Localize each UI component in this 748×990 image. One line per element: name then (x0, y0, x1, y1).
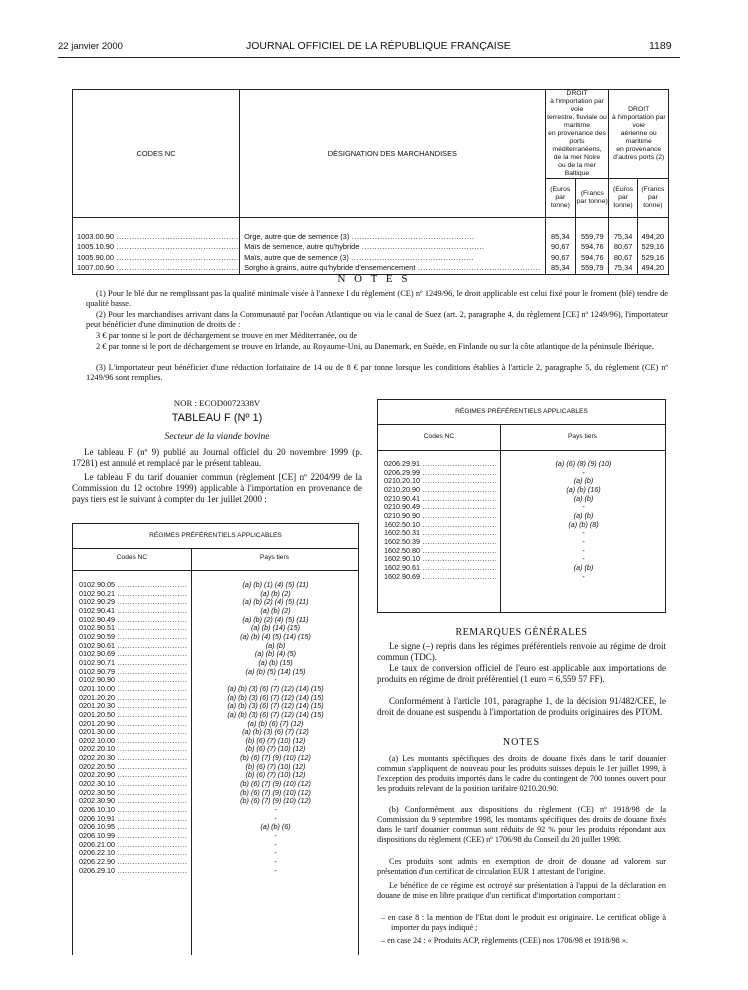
value: 80,67 (613, 252, 633, 262)
list-item: 0202.30.50 ..... (79, 789, 187, 798)
list-item: (a) (b) (3) (6) (7) (12) (14) (15) (227, 701, 324, 711)
note-2b: 2 € par tonne si le port de déchargement se trouve en Irlande, au Royaume-Uni, au Danemark, en Suède, en Finlande ou sur la côte atlantique de la péninsule Ibérique. (96, 342, 654, 351)
note-b-case-24: – en case 24 : « Produits ACP, règlements (CEE) nos 1706/98 et 1918/98 ». (381, 936, 628, 945)
col-header-droit-other-ports: DROIT à l'importation par voie aérienne ou maritime en provenance d'autres ports (2) (609, 90, 669, 179)
list-item: 1602.50.10 ..... (384, 521, 496, 530)
list-item: (b) (6) (7) (9) (10) (12) (240, 753, 311, 763)
codes-list (79, 581, 187, 875)
list-item: 0102.90.59 ..... (79, 633, 187, 642)
list-item: 0102.90.69 ..... (79, 650, 187, 659)
preferential-table-left (72, 523, 359, 955)
pays-list (192, 581, 359, 875)
list-item: 0206.22.90 ..... (79, 858, 187, 867)
list-item: (a) (b) (5) (14) (15) (245, 666, 306, 676)
list-item: 1602.50.31 ..... (384, 529, 496, 538)
subheader-euros: (Euros par tonne) (545, 179, 576, 218)
remarque-3: Conformément à l'article 101, paragraphe 1, de la décision 91/482/CEE, le droit de douane est suspendu à l'importation de produits originaires des PTOM. (377, 696, 666, 717)
list-item: 1602.90.10 ..... (384, 555, 496, 564)
list-item: (a) (b) (2) (4) (5) (11) (242, 597, 309, 607)
list-item: (a) (b) (2) (260, 605, 291, 615)
notes-heading: N O T E S (337, 273, 411, 285)
value: 85,34 (551, 262, 570, 272)
value: 559,79 (580, 232, 604, 241)
subheader-euros: (Euros par tonne) (609, 179, 637, 218)
list-item: 0210.90.90 ..... (384, 512, 496, 521)
list-item: - (274, 848, 277, 858)
preferential-table-right (377, 399, 666, 613)
value: 594,76 (580, 242, 604, 252)
list-item: 0202.10.00 ..... (79, 737, 187, 746)
list-item: 0206.10.99 ..... (79, 832, 187, 841)
list-item: 0102.90.90 ..... (79, 676, 187, 685)
euros-other-cell (609, 218, 637, 275)
note-1: (1) Pour le blé dur ne remplissant pas la qualité minimale visée à l'annexe I du règlement (CE) nº 1249/96, le droit applicable est celui fixé pour le froment (blé) tendre de qualité basse. (86, 289, 668, 309)
value: 90,67 (551, 252, 570, 262)
list-item: (b) (6) (7) (9) (10) (12) (240, 796, 311, 806)
value: 85,34 (551, 232, 570, 241)
value: 559,79 (580, 262, 604, 272)
value: 75,34 (613, 262, 633, 272)
designation-cell (240, 218, 545, 275)
table-title: RÉGIMES PRÉFÉRENTIELS APPLICABLES (149, 532, 282, 539)
list-item: 1602.50.39 ..... (384, 538, 496, 547)
list-item: 0102.90.29 ..... (79, 598, 187, 607)
value: 529,16 (641, 242, 665, 252)
codes-cell (73, 218, 240, 275)
list-item: - (274, 839, 277, 849)
francs-other-cell (637, 218, 668, 275)
list-item: 1602.90.61 ..... (384, 564, 496, 573)
list-item: (a) (b) (3) (6) (7) (12) (14) (15) (227, 683, 324, 693)
list-item: 0202.20.50 ..... (79, 763, 187, 772)
list-item: 0206.10.95 ..... (79, 823, 187, 832)
header-date: 22 janvier 2000 (58, 41, 123, 52)
table-row-code: 1007.00.90 ..... (77, 263, 239, 273)
list-item: 1602.90.69 ..... (384, 573, 496, 582)
list-item: 0102.90.49 ..... (79, 616, 187, 625)
note-b-case-8: – en case 8 : la mention de l'Etat dont le produit est originaire. Le certificat oblige à importer du pays indiqué ; (381, 913, 666, 933)
table-row-designation: Maïs de semence, autre qu'hybride ..... (244, 242, 540, 252)
list-item: (a) (b) (4) (5) (14) (15) (240, 631, 311, 641)
list-item: 0102.90.79 ..... (79, 668, 187, 677)
col-header-codes: CODES NC (73, 90, 240, 218)
value: 80,67 (613, 242, 633, 252)
table-row-designation: Orge, autre que de semence (3) ..... (244, 232, 540, 242)
value: 494,20 (641, 232, 665, 241)
col-header-codes: Codes NC (423, 433, 455, 440)
list-item: (a) (b) (265, 640, 286, 650)
list-item: - (582, 554, 585, 564)
list-item: 0202.30.90 ..... (79, 797, 187, 806)
list-item: 0102.90.61 ..... (79, 642, 187, 651)
list-item: (a) (b) (4) (5) (254, 649, 297, 659)
note-2: (2) Pour les marchandises arrivant dans la Communauté par l'océan Atlantique ou via le canal de Suez (art. 2, paragraphe 4, du règlement [CE] nº 1249/96), l'importateur peut bénéficier d'une diminution de droits de : (86, 310, 668, 330)
col-header-pays: Pays tiers (568, 433, 597, 440)
list-item: 0202.20.30 ..... (79, 754, 187, 763)
list-item: - (274, 675, 277, 685)
value: 90,67 (551, 242, 570, 252)
note-3: (3) L'importateur peut bénéficier d'une réduction forfaitaire de 14 ou de 8 € par tonne lorsque les conditions établies à l'article 2, paragraphe 5, du règlement (CE) nº 1249/96 sont remplies. (86, 363, 668, 383)
list-item: 0202.20.10 ..... (79, 745, 187, 754)
list-item: - (274, 813, 277, 823)
nor-reference: NOR : ECOD0072338V (173, 398, 261, 408)
list-item: (a) (b) (3) (6) (7) (12) (14) (15) (227, 709, 324, 719)
list-item: - (582, 528, 585, 538)
subheader-francs: (Francs par tonne) (576, 179, 609, 218)
list-item: 0206.29.99 ..... (384, 469, 496, 478)
notes-heading-right: NOTES (502, 737, 541, 748)
list-item: 0206.10.91 ..... (79, 815, 187, 824)
list-item: 0102.90.51 ..... (79, 624, 187, 633)
value: 594,76 (580, 252, 604, 262)
value: 75,34 (613, 232, 633, 241)
list-item: 0102.90.21 ..... (79, 590, 187, 599)
list-item: - (274, 831, 277, 841)
list-item: (b) (6) (7) (9) (10) (12) (240, 787, 311, 797)
list-item: 0201.20.50 ..... (79, 711, 187, 720)
euros-med-cell (545, 218, 576, 275)
list-item: 0210.90.41 ..... (384, 495, 496, 504)
francs-med-cell (576, 218, 609, 275)
note-a: (a) Les montants spécifiques des droits de douane fixés dans le tarif douanier commun s'appliquent de nouveau pour les produits suisses depuis le 1er juillet 1999, à l'exception des produits importés dans le cadre du contingent de 700 tonnes ouvert pour les produits relevant de la position tarifaire 0210.20.90. (377, 754, 666, 794)
remarque-1: Le signe (–) repris dans les régimes préférentiels renvoie au régime de droit commun (TDC). (377, 641, 666, 662)
list-item: - (582, 571, 585, 581)
codes-list (384, 460, 496, 581)
table-row-code: 1005.90.00 ..... (77, 253, 239, 263)
list-item: 0201.20.90 ..... (79, 720, 187, 729)
note-b-exemption: Ces produits sont admis en exemption de droit de douane ad valorem sur présentation d'un certificat de circulation EUR 1 attestant de l'origine. (377, 857, 666, 877)
subheader-francs: (Francs par tonne) (637, 179, 668, 218)
table-row-designation: Sorgho à grains, autre qu'hybride d'ensemencement ..... (244, 263, 540, 273)
list-item: 0201.10.00 ..... (79, 685, 187, 694)
list-item: - (582, 545, 585, 555)
list-item: - (582, 502, 585, 512)
list-item: (b) (6) (7) (10) (12) (245, 770, 306, 780)
pays-list (501, 460, 666, 581)
list-item: 0210.20.90 ..... (384, 486, 496, 495)
list-item: 0206.10.10 ..... (79, 806, 187, 815)
table-title: RÉGIMES PRÉFÉRENTIELS APPLICABLES (455, 408, 588, 415)
list-item: (a) (b) (573, 476, 594, 486)
list-item: 0206.29.10 ..... (79, 867, 187, 876)
list-item: 0210.20.10 ..... (384, 477, 496, 486)
table-row-code: 1003.00.90 ..... (77, 232, 239, 242)
intro-paragraph-1: Le tableau F (nº 9) publié au Journal officiel du 20 novembre 1999 (p. 17281) est annulé et remplacé par le présent tableau. (72, 447, 362, 468)
list-item: (b) (6) (7) (10) (12) (245, 735, 306, 745)
list-item: 1602.50.80 ..... (384, 547, 496, 556)
list-item: (a) (b) (6) (260, 822, 291, 832)
header-rule (58, 57, 680, 58)
divider (378, 424, 665, 425)
list-item: (a) (b) (6) (7) (12) (247, 718, 304, 728)
list-item: 0102.90.05 ..... (79, 581, 187, 590)
divider (378, 450, 665, 451)
list-item: 0201.30.00 ..... (79, 728, 187, 737)
list-item: 0206.29.91 ..... (384, 460, 496, 469)
value: 529,16 (641, 252, 665, 262)
list-item: (a) (b) (15) (258, 657, 293, 667)
list-item: (a) (b) (573, 510, 594, 520)
header-journal-title: JOURNAL OFFICIEL DE LA RÉPUBLIQUE FRANÇAISE (246, 40, 511, 52)
tableau-title: TABLEAU F (Nº 1) (171, 412, 263, 424)
list-item: (a) (b) (3) (6) (7) (12) (14) (15) (227, 692, 324, 702)
note-b: (b) Conformément aux dispositions du règlement (CE) nº 1918/98 de la Commission du 9 septembre 1998, les montants spécifiques des droits de douane fixés dans le tarif douanier commun sont réduits de 92 % pour les produits répondant aux dispositions du règlement (CEE) nº 1706/98 du Conseil du 20 juillet 1998. (377, 805, 666, 845)
divider (73, 548, 358, 549)
list-item: (a) (b) (1) (4) (5) (11) (242, 580, 309, 589)
list-item: (a) (b) (2) (260, 588, 291, 598)
header-page-number: 1189 (649, 40, 672, 52)
note-2a: 3 € par tonne si le port de déchargement se trouve en mer Méditerranée, ou de (96, 331, 358, 340)
list-item: 0206.21.00 ..... (79, 841, 187, 850)
list-item: - (274, 805, 277, 815)
list-item: (b) (6) (7) (9) (10) (12) (240, 779, 311, 789)
remarques-heading: REMARQUES GÉNÉRALES (455, 627, 588, 638)
list-item: 0202.20.90 ..... (79, 771, 187, 780)
list-item: - (274, 857, 277, 866)
col-header-droit-mediterranean: DROIT à l'importation par voie terrestre, fluviale ou maritime en provenance des ports méditerranéens, de la mer Noire ou de la mer Baltique (545, 90, 609, 179)
list-item: (a) (b) (16) (566, 484, 601, 494)
list-item: (a) (b) (2) (4) (5) (11) (242, 614, 309, 624)
list-item: 0201.20.30 ..... (79, 702, 187, 711)
list-item: (a) (b) (14) (15) (250, 623, 301, 633)
list-item: 0201.20.20 ..... (79, 694, 187, 703)
list-item: (a) (6) (8) (9) (10) (555, 459, 612, 468)
list-item: (a) (b) (573, 562, 594, 572)
list-item: (b) (6) (7) (10) (12) (245, 744, 306, 754)
duty-table (72, 89, 669, 275)
value: 494,20 (641, 262, 665, 272)
list-item: - (582, 536, 585, 546)
list-item: (a) (b) (573, 493, 594, 503)
sector-title: Secteur de la viande bovine (164, 432, 270, 442)
divider (73, 570, 358, 571)
note-b-certificate: Le bénéfice de ce régime est octroyé sur présentation à l'appui de la déclaration en douane de mise en libre pratique d'un certificat d'importation comportant : (377, 881, 666, 901)
col-header-pays: Pays tiers (260, 554, 289, 561)
table-row-designation: Maïs, autre que de semence (3) ..... (244, 253, 540, 263)
col-header-designation: DÉSIGNATION DES MARCHANDISES (240, 90, 545, 218)
list-item: 0206.22.10 ..... (79, 849, 187, 858)
list-item: 0210.90.49 ..... (384, 503, 496, 512)
list-item: 0102.90.71 ..... (79, 659, 187, 668)
list-item: - (274, 865, 277, 875)
list-item: 0202.30.10 ..... (79, 780, 187, 789)
list-item: 0102.90.41 ..... (79, 607, 187, 616)
list-item: (a) (b) (8) (568, 519, 599, 529)
col-header-codes: Codes NC (116, 554, 148, 561)
list-item: (a) (b) (3) (6) (7) (12) (242, 727, 309, 737)
remarque-2: Le taux de conversion officiel de l'euro est applicable aux importations de produits en régime de droit préférentiel (1 euro = 6,559 57 FF). (377, 663, 666, 684)
table-row-code: 1005.10.90 ..... (77, 242, 239, 252)
list-item: - (582, 467, 585, 477)
list-item: (b) (6) (7) (10) (12) (245, 761, 306, 771)
intro-paragraph-2: Le tableau F du tarif douanier commun (règlement [CE] nº 2204/99 de la Commission du 12 octobre 1999) applicable à l'importation en provenance de pays tiers est le suivant à compter du 1er juillet 2000 : (72, 472, 362, 504)
